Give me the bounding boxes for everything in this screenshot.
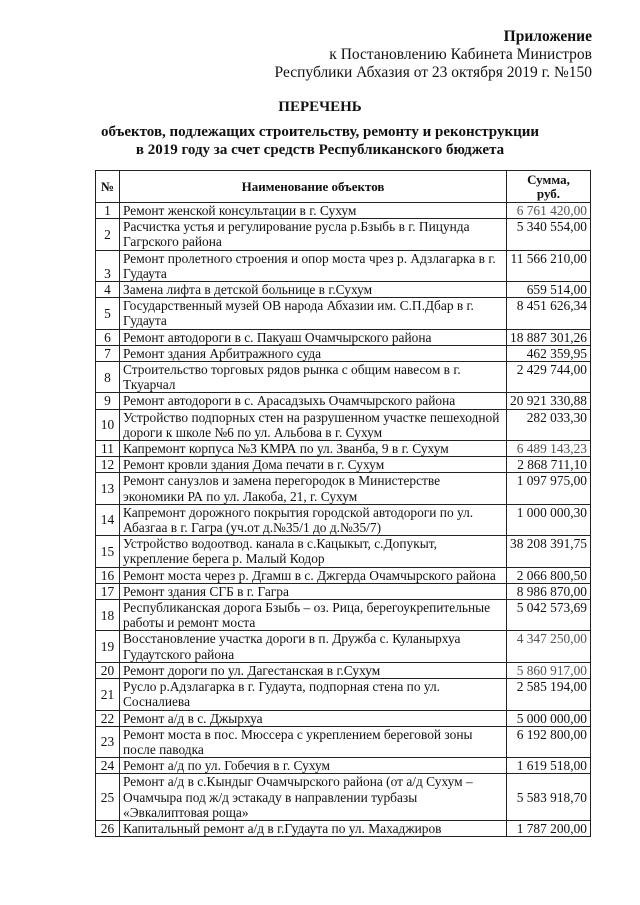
row-name: Капитальный ремонт а/д в г.Гудаута по ул. Махаджиров: [120, 820, 507, 836]
row-name: Русло р.Адзлагарка в г. Гудаута, подпорная стена по ул. Сосналиева: [120, 679, 507, 710]
appendix-title: Приложение: [503, 28, 592, 45]
row-number: 22: [96, 710, 120, 726]
table-row: [96, 820, 591, 836]
row-number: 17: [96, 583, 120, 599]
row-number: 10: [96, 409, 120, 440]
table-row: [96, 536, 591, 567]
row-sum: 5 000 000,00: [507, 710, 591, 726]
header-name: Наименование объектов: [120, 171, 507, 203]
table-row: [96, 203, 591, 219]
row-number: 5: [96, 298, 120, 329]
row-number: 15: [96, 536, 120, 567]
table-row: [96, 329, 591, 345]
row-name: Ремонт женской консультации в г. Сухум: [120, 203, 507, 219]
row-name: Республиканская дорога Бзыбь – оз. Рица, берегоукрепительные работы и ремонт моста: [120, 600, 507, 631]
row-sum: 5 340 554,00: [507, 219, 591, 250]
row-sum: 2 868 711,10: [507, 457, 591, 473]
document-heading: [0, 98, 640, 160]
appendix-line-2: Республики Абхазия от 23 октября 2019 г. №150: [274, 64, 592, 81]
row-name: Ремонт пролетного строения и опор моста чрез р. Адзлагарка в г. Гудаута: [120, 250, 507, 281]
row-sum: 1 097 975,00: [507, 473, 591, 504]
appendix-line-1: к Постановлению Кабинета Министров: [329, 46, 592, 63]
header-sum-line1: Сумма,: [527, 171, 570, 187]
row-number: 3: [96, 250, 120, 281]
table-row: [96, 726, 591, 757]
row-number: 9: [96, 393, 120, 409]
table-row: [96, 504, 591, 535]
row-sum: 6 761 420,00: [507, 203, 591, 219]
heading-subtitle-2: в 2019 году за счет средств Республиканского бюджета: [135, 142, 505, 158]
row-name: Расчистка устья и регулирование русла р.Бзыбь в г. Пицунда Гагрского района: [120, 219, 507, 250]
table-row: [96, 250, 591, 281]
row-sum: 1 000 000,30: [507, 504, 591, 535]
table-row: [96, 345, 591, 361]
row-name: Государственный музей ОВ народа Абхазии им. С.П.Дбар в г. Гудаута: [120, 298, 507, 329]
row-number: 20: [96, 662, 120, 678]
row-sum: 6 489 143,23: [507, 441, 591, 457]
row-sum: 2 585 194,00: [507, 679, 591, 710]
row-number: 25: [96, 774, 120, 821]
row-sum: 20 921 330,88: [507, 393, 591, 409]
table-row: [96, 298, 591, 329]
row-name: Капремонт дорожного покрытия городской автодороги по ул. Абазгаа в г. Гагра (уч.от д.№35/1 до д.№35/7): [120, 504, 507, 535]
row-sum: 1 619 518,00: [507, 758, 591, 774]
row-number: 13: [96, 473, 120, 504]
row-number: 19: [96, 631, 120, 662]
table-row: [96, 600, 591, 631]
table-row: [96, 219, 591, 250]
table-row: [96, 774, 591, 821]
row-name: Ремонт дороги по ул. Дагестанская в г.Сухум: [120, 662, 507, 678]
header-num: №: [96, 171, 120, 203]
row-number: 21: [96, 679, 120, 710]
row-name: Ремонт санузлов и замена перегородок в Министерстве экономики РА по ул. Лакоба, 21, г. Сухум: [120, 473, 507, 504]
table-row: [96, 583, 591, 599]
row-sum: 462 359,95: [507, 345, 591, 361]
row-number: 8: [96, 362, 120, 393]
heading-subtitle-1: объектов, подлежащих строительству, ремонту и реконструкции: [100, 123, 540, 140]
header-sum-line2: руб.: [536, 185, 561, 201]
table-row: [96, 758, 591, 774]
table-row: [96, 441, 591, 457]
objects-table: [95, 170, 591, 837]
table-row: [96, 393, 591, 409]
row-sum: 5 042 573,69: [507, 600, 591, 631]
row-number: 7: [96, 345, 120, 361]
row-sum: 659 514,00: [507, 282, 591, 298]
table-row: [96, 473, 591, 504]
row-name: Строительство торговых рядов рынка с общим навесом в г. Ткуарчал: [120, 362, 507, 393]
row-name: Ремонт здания Арбитражного суда: [120, 345, 507, 361]
row-sum: 5 583 918,70: [507, 774, 591, 821]
table-row: [96, 362, 591, 393]
table-row: [96, 282, 591, 298]
row-name: Ремонт автодороги в с. Арасадзыхь Очамчырского района: [120, 393, 507, 409]
row-sum: 18 887 301,26: [507, 329, 591, 345]
row-name: Ремонт моста в пос. Мюссера с укреплением береговой зоны после паводка: [120, 726, 507, 757]
row-sum: 6 192 800,00: [507, 726, 591, 757]
row-sum: 1 787 200,00: [507, 820, 591, 836]
row-name: Капремонт корпуса №3 КМРА по ул. Званба, 9 в г. Сухум: [120, 441, 507, 457]
row-name: Ремонт а/д в с. Джырхуа: [120, 710, 507, 726]
table-row: [96, 679, 591, 710]
table-row: [96, 710, 591, 726]
row-number: 26: [96, 820, 120, 836]
row-sum: 4 347 250,00: [507, 631, 591, 662]
row-name: Ремонт здания СГБ в г. Гагра: [120, 583, 507, 599]
row-number: 11: [96, 441, 120, 457]
row-name: Ремонт а/д по ул. Гобечия в г. Сухум: [120, 758, 507, 774]
table-header-row: [96, 171, 591, 203]
row-name: Устройство водоотвод. канала в с.Кацыкыт, с.Допукыт, укрепление берега р. Малый Кодор: [120, 536, 507, 567]
table-row: [96, 631, 591, 662]
row-sum: 5 860 917,00: [507, 662, 591, 678]
row-sum: 282 033,30: [507, 409, 591, 440]
row-name: Восстановление участка дороги в п. Дружба с. Куланырхуа Гудаутского района: [120, 631, 507, 662]
row-sum: 2 066 800,50: [507, 567, 591, 583]
header-sum: [507, 171, 591, 203]
row-sum: 11 566 210,00: [507, 250, 591, 281]
row-number: 24: [96, 758, 120, 774]
table-row: [96, 662, 591, 678]
row-number: 2: [96, 219, 120, 250]
row-name: Устройство подпорных стен на разрушенном участке пешеходной дороги к школе №6 по ул. Альбова в г. Сухум: [120, 409, 507, 440]
heading-title: ПЕРЕЧЕНЬ: [278, 99, 362, 115]
row-sum: 2 429 744,00: [507, 362, 591, 393]
row-sum: 8 986 870,00: [507, 583, 591, 599]
table-row: [96, 457, 591, 473]
appendix-block: [275, 28, 592, 82]
row-name: Замена лифта в детской больнице в г.Сухум: [120, 282, 507, 298]
row-number: 16: [96, 567, 120, 583]
row-number: 4: [96, 282, 120, 298]
row-number: 1: [96, 203, 120, 219]
row-name: Ремонт автодороги в с. Пакуаш Очамчырского района: [120, 329, 507, 345]
row-number: 14: [96, 504, 120, 535]
row-name: Ремонт кровли здания Дома печати в г. Сухум: [120, 457, 507, 473]
row-sum: 8 451 626,34: [507, 298, 591, 329]
row-number: 18: [96, 600, 120, 631]
row-sum: 38 208 391,75: [507, 536, 591, 567]
table-row: [96, 567, 591, 583]
row-number: 23: [96, 726, 120, 757]
table-row: [96, 409, 591, 440]
row-name: Ремонт а/д в с.Кындыг Очамчырского района (от а/д Сухум – Очамчыра под ж/д эстакаду в направлении турбазы «Эвкалиптовая роща»: [120, 774, 507, 821]
row-name: Ремонт моста через р. Дгамш в с. Джгерда Очамчырского района: [120, 567, 507, 583]
row-number: 12: [96, 457, 120, 473]
row-number: 6: [96, 329, 120, 345]
